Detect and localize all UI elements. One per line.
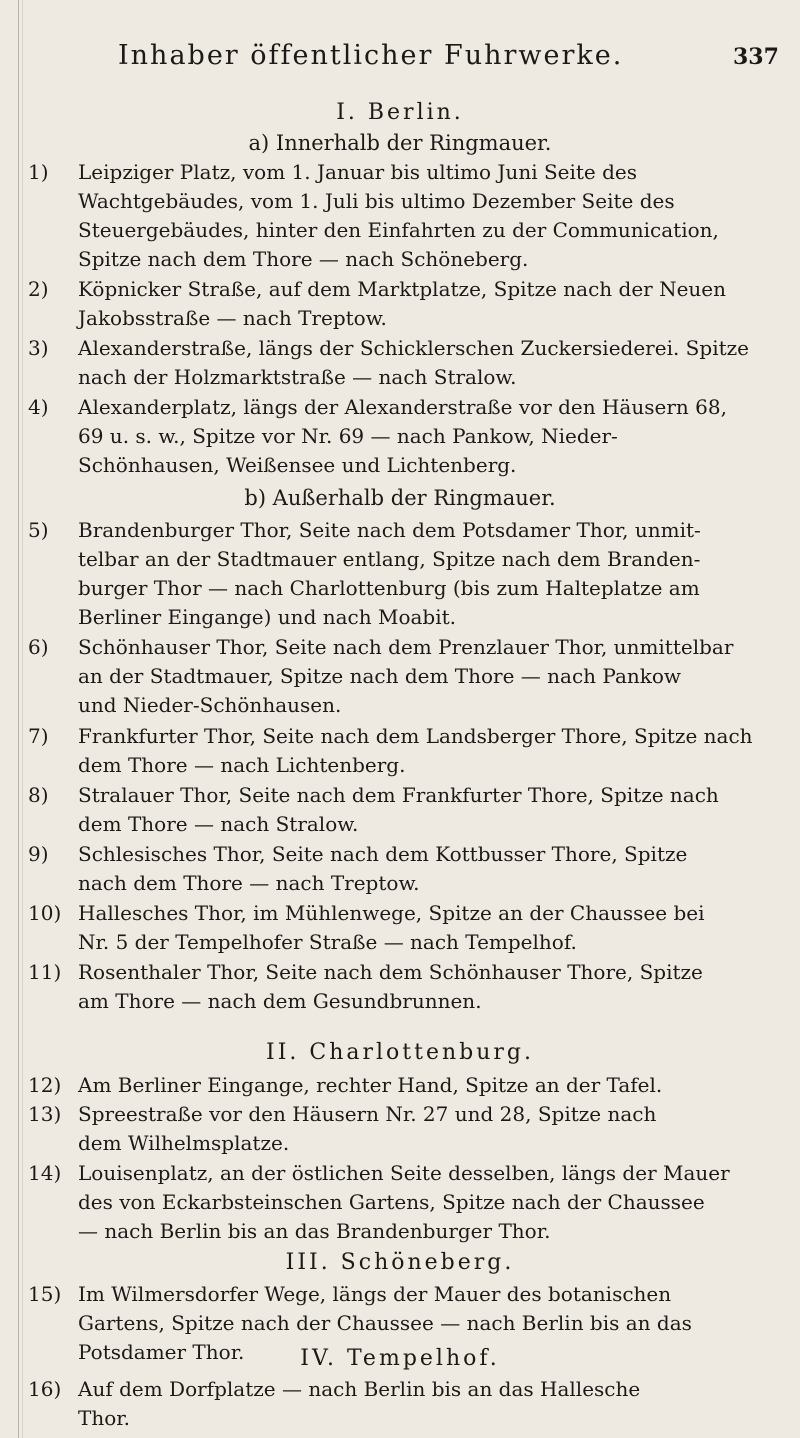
entry-line: nach der Holzmarktstraße — nach Stralow. bbox=[78, 365, 517, 389]
entry-line: Am Berliner Eingange, rechter Hand, Spitze an der Tafel. bbox=[78, 1073, 663, 1097]
entry-number: 1) bbox=[28, 160, 49, 184]
entry-line: Berliner Eingange) und nach Moabit. bbox=[78, 605, 457, 629]
entry-line: des von Eckarbsteinschen Gartens, Spitze nach der Chaussee bbox=[78, 1190, 705, 1214]
section-heading-berlin: I. Berlin. bbox=[336, 100, 464, 125]
entry-line: Spreestraße vor den Häusern Nr. 27 und 28, Spitze nach bbox=[78, 1102, 657, 1126]
entry-number: 16) bbox=[28, 1377, 62, 1401]
entry-line: dem Thore — nach Stralow. bbox=[78, 812, 359, 836]
entry-line: — nach Berlin bis an das Brandenburger Thor. bbox=[78, 1219, 551, 1243]
entry-line: dem Wilhelmsplatze. bbox=[78, 1131, 290, 1155]
entry-number: 14) bbox=[28, 1161, 62, 1185]
entry-line: und Nieder-Schönhausen. bbox=[78, 693, 342, 717]
entry-line: Schlesisches Thor, Seite nach dem Kottbusser Thore, Spitze bbox=[78, 842, 688, 866]
entry-line: Alexanderstraße, längs der Schicklerschen Zuckersiederei. Spitze bbox=[78, 336, 749, 360]
entry-number: 12) bbox=[28, 1073, 62, 1097]
entry-number: 7) bbox=[28, 724, 49, 748]
entry-line: an der Stadtmauer, Spitze nach dem Thore — nach Pankow bbox=[78, 664, 682, 688]
entry-number: 9) bbox=[28, 842, 49, 866]
subsection-heading-ausserhalb: b) Außerhalb der Ringmauer. bbox=[244, 486, 556, 510]
entry-line: Leipziger Platz, vom 1. Januar bis ultimo Juni Seite des bbox=[78, 160, 638, 184]
entry-line: dem Thore — nach Lichtenberg. bbox=[78, 753, 406, 777]
entry-line: Thor. bbox=[78, 1406, 130, 1430]
entry-line: burger Thor — nach Charlottenburg (bis zum Halteplatze am bbox=[78, 576, 700, 600]
subsection-heading-innerhalb: a) Innerhalb der Ringmauer. bbox=[248, 131, 552, 155]
entry-number: 2) bbox=[28, 277, 49, 301]
running-title: Inhaber öffentlicher Fuhrwerke. bbox=[118, 40, 624, 71]
entry-line: Spitze nach dem Thore — nach Schöneberg. bbox=[78, 247, 529, 271]
running-head bbox=[0, 40, 800, 82]
entry-line: Stralauer Thor, Seite nach dem Frankfurter Thore, Spitze nach bbox=[78, 783, 719, 807]
entry-number: 6) bbox=[28, 635, 49, 659]
entry-line: Potsdamer Thor. bbox=[78, 1340, 245, 1364]
entry-line: Frankfurter Thor, Seite nach dem Landsberger Thore, Spitze nach bbox=[78, 724, 753, 748]
entry-line: Im Wilmersdorfer Wege, längs der Mauer des botanischen bbox=[78, 1282, 672, 1306]
entry-line: Schönhausen, Weißensee und Lichtenberg. bbox=[78, 453, 517, 477]
entry-line: Jakobsstraße — nach Treptow. bbox=[78, 306, 387, 330]
page-edge-rule-inner bbox=[22, 0, 23, 1438]
entry-number: 15) bbox=[28, 1282, 62, 1306]
section-heading-charlottenburg: II. Charlottenburg. bbox=[266, 1040, 534, 1065]
entry-number: 3) bbox=[28, 336, 49, 360]
entry-line: telbar an der Stadtmauer entlang, Spitze nach dem Branden- bbox=[78, 547, 701, 571]
entry-line: 69 u. s. w., Spitze vor Nr. 69 — nach Pankow, Nieder- bbox=[78, 424, 618, 448]
entry-line: Brandenburger Thor, Seite nach dem Potsdamer Thor, unmit- bbox=[78, 518, 701, 542]
entry-line: Hallesches Thor, im Mühlenwege, Spitze an der Chaussee bei bbox=[78, 901, 705, 925]
entry-number: 4) bbox=[28, 395, 49, 419]
page-edge-rule bbox=[18, 0, 19, 1438]
entry-line: Wachtgebäudes, vom 1. Juli bis ultimo Dezember Seite des bbox=[78, 189, 675, 213]
section-heading-schoeneberg: III. Schöneberg. bbox=[285, 1250, 515, 1275]
entry-line: Schönhauser Thor, Seite nach dem Prenzlauer Thor, unmittelbar bbox=[78, 635, 734, 659]
page-number: 337 bbox=[733, 44, 779, 70]
entry-line: Auf dem Dorfplatze — nach Berlin bis an das Hallesche bbox=[78, 1377, 641, 1401]
entry-line: Köpnicker Straße, auf dem Marktplatze, Spitze nach der Neuen bbox=[78, 277, 727, 301]
entry-number: 10) bbox=[28, 901, 62, 925]
entry-line: Nr. 5 der Tempelhofer Straße — nach Tempelhof. bbox=[78, 930, 577, 954]
entry-line: Alexanderplatz, längs der Alexanderstraße vor den Häusern 68, bbox=[78, 395, 727, 419]
entry-number: 8) bbox=[28, 783, 49, 807]
entry-line: Steuergebäudes, hinter den Einfahrten zu der Communication, bbox=[78, 218, 719, 242]
entry-line: Louisenplatz, an der östlichen Seite desselben, längs der Mauer bbox=[78, 1161, 730, 1185]
entry-number: 11) bbox=[28, 960, 62, 984]
entry-line: Gartens, Spitze nach der Chaussee — nach Berlin bis an das bbox=[78, 1311, 692, 1335]
entry-number: 5) bbox=[28, 518, 49, 542]
section-heading-tempelhof: IV. Tempelhof. bbox=[300, 1346, 500, 1371]
entry-line: Rosenthaler Thor, Seite nach dem Schönhauser Thore, Spitze bbox=[78, 960, 703, 984]
entry-number: 13) bbox=[28, 1102, 62, 1126]
entry-line: nach dem Thore — nach Treptow. bbox=[78, 871, 420, 895]
entry-line: am Thore — nach dem Gesundbrunnen. bbox=[78, 989, 482, 1013]
